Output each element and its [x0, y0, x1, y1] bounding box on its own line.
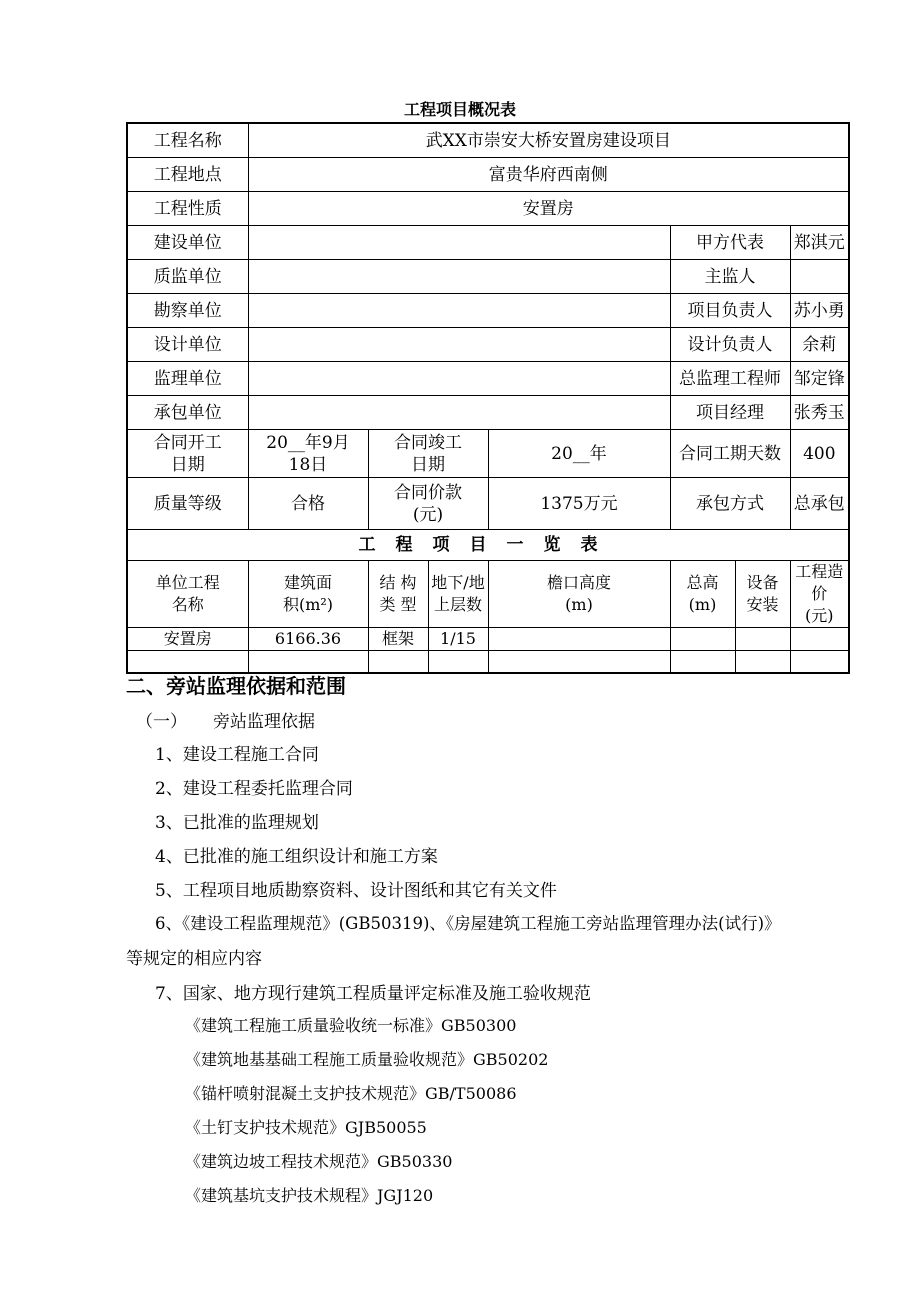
header-structure-type: 结 构 类 型: [368, 561, 428, 628]
value-unit: [248, 294, 670, 328]
row-project-nature: [127, 192, 849, 226]
value-unit: [248, 226, 670, 260]
label-project-location: 工程地点: [127, 158, 248, 192]
list-item: 1、建设工程施工合同: [155, 745, 319, 765]
row-project-location: [127, 158, 849, 192]
value-project-location: 富贵华府西南侧: [248, 158, 849, 192]
row-survey-unit: [127, 294, 849, 328]
value-unit: [248, 260, 670, 294]
header-floors: 地下/地 上层数: [428, 561, 488, 628]
list-item: 5、工程项目地质勘察资料、设计图纸和其它有关文件: [155, 881, 557, 901]
standard-item: 《建筑工程施工质量验收统一标准》GB50300: [185, 1016, 517, 1035]
value-contract-method: 总承包: [790, 478, 849, 530]
standard-item: 《锚杆喷射混凝土支护技术规范》GB/T50086: [185, 1084, 517, 1103]
label-unit: 承包单位: [127, 396, 248, 430]
value-unit: [248, 362, 670, 396]
label-role: 甲方代表: [670, 226, 790, 260]
value-person: 郑淇元: [790, 226, 849, 260]
standard-item: 《建筑基坑支护技术规程》JGJ120: [185, 1186, 434, 1205]
label-contract-price: 合同价款 (元): [368, 478, 488, 530]
row-design-unit: [127, 328, 849, 362]
cell-eave-height: [488, 628, 670, 651]
cell-structure-type: [368, 651, 428, 673]
header-cost: 工程造价 (元): [790, 561, 849, 628]
value-person: [790, 260, 849, 294]
label-unit: 建设单位: [127, 226, 248, 260]
label-unit: 质监单位: [127, 260, 248, 294]
cell-cost: [790, 628, 849, 651]
cell-total-height: [670, 651, 735, 673]
label-unit: 监理单位: [127, 362, 248, 396]
row-contractor-unit: [127, 396, 849, 430]
list-item: 4、已批准的施工组织设计和施工方案: [155, 847, 438, 867]
value-person: 张秀玉: [790, 396, 849, 430]
list-item: 3、已批准的监理规划: [155, 813, 319, 833]
value-unit: [248, 396, 670, 430]
cell-floors: 1/15: [428, 628, 488, 651]
label-role: 设计负责人: [670, 328, 790, 362]
header-building-area: 建筑面 积(m²): [248, 561, 368, 628]
list-title: 工程项目一览表: [127, 530, 849, 561]
value-person: 余莉: [790, 328, 849, 362]
list-item: 2、建设工程委托监理合同: [155, 779, 353, 799]
label-end-date: 合同竣工 日期: [368, 430, 488, 478]
header-unit-name: 单位工程 名称: [127, 561, 248, 628]
row-project-name: [127, 123, 849, 158]
label-start-date: 合同开工 日期: [127, 430, 248, 478]
label-project-nature: 工程性质: [127, 192, 248, 226]
row-contract-dates: [127, 430, 849, 478]
cell-total-height: [670, 628, 735, 651]
value-start-date: 20__年9月 18日: [248, 430, 368, 478]
value-person: 邹定锋: [790, 362, 849, 396]
sub-heading: [136, 707, 315, 732]
label-unit: 设计单位: [127, 328, 248, 362]
value-quality-grade: 合格: [248, 478, 368, 530]
cell-floors: [428, 651, 488, 673]
cell-unit-name: 安置房: [127, 628, 248, 651]
table-row: [127, 628, 849, 651]
sub-heading-number: （一）: [136, 712, 187, 732]
cell-equipment: [735, 628, 790, 651]
label-contract-days: 合同工期天数: [670, 430, 790, 478]
value-contract-days: 400: [790, 430, 849, 478]
cell-structure-type: 框架: [368, 628, 428, 651]
section-heading: 二、旁站监理依据和范围: [126, 674, 346, 698]
label-role: 主监人: [670, 260, 790, 294]
cell-building-area: 6166.36: [248, 628, 368, 651]
row-quality-supervision-unit: [127, 260, 849, 294]
header-equipment: 设备 安装: [735, 561, 790, 628]
list-item-continuation: 等规定的相应内容: [126, 949, 262, 969]
standard-item: 《建筑地基基础工程施工质量验收规范》GB50202: [185, 1050, 549, 1069]
sub-heading-text: 旁站监理依据: [213, 712, 315, 732]
cell-cost: [790, 651, 849, 673]
project-overview-table: [126, 122, 850, 674]
standard-item: 《土钉支护技术规范》GJB50055: [185, 1118, 427, 1137]
header-eave-height: 檐口高度 (m): [488, 561, 670, 628]
value-unit: [248, 328, 670, 362]
value-contract-price: 1375万元: [488, 478, 670, 530]
label-project-name: 工程名称: [127, 123, 248, 158]
cell-equipment: [735, 651, 790, 673]
label-role: 项目负责人: [670, 294, 790, 328]
page-title: 工程项目概况表: [403, 100, 516, 119]
row-supervision-unit: [127, 362, 849, 396]
value-end-date: 20__年: [488, 430, 670, 478]
header-total-height: 总高 (m): [670, 561, 735, 628]
label-contract-method: 承包方式: [670, 478, 790, 530]
list-item: 6、《建设工程监理规范》(GB50319)、《房屋建筑工程施工旁站监理管理办法(试行)》: [155, 914, 781, 933]
row-list-headers: [127, 561, 849, 628]
label-unit: 勘察单位: [127, 294, 248, 328]
row-quality: [127, 478, 849, 530]
label-role: 总监理工程师: [670, 362, 790, 396]
list-item: 7、国家、地方现行建筑工程质量评定标准及施工验收规范: [155, 984, 591, 1004]
value-project-name: 武XX市崇安大桥安置房建设项目: [248, 123, 849, 158]
value-project-nature: 安置房: [248, 192, 849, 226]
row-list-title: [127, 530, 849, 561]
cell-eave-height: [488, 651, 670, 673]
label-quality-grade: 质量等级: [127, 478, 248, 530]
row-construction-unit: [127, 226, 849, 260]
standard-item: 《建筑边坡工程技术规范》GB50330: [185, 1152, 453, 1171]
value-person: 苏小勇: [790, 294, 849, 328]
label-role: 项目经理: [670, 396, 790, 430]
